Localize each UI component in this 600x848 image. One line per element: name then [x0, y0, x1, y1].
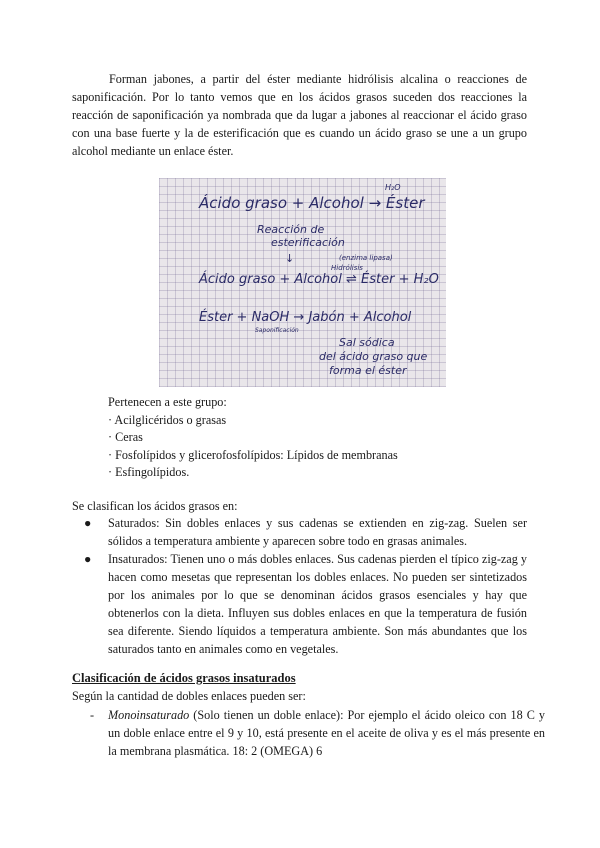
- list-item-text: Insaturados: Tienen uno o más dobles enlaces. Sus cadenas pierden el típico zig-zag y hacen como mesetas que representan los dobles enlaces. No pueden ser sintetizados por los animales por lo que se denominan ácidos grasos esenciales y hay que obtenerlos con la dieta. Influyen sus dobles enlaces en que la temperatura de fusión sea diferente. Siendo líquidos a temperatura ambiente. Son más abundantes que los saturados tanto en animales como en vegetales.: [108, 552, 527, 656]
- group-item: · Ceras: [108, 430, 143, 444]
- enzyme-note: (enzima lipasa): [339, 254, 393, 262]
- group-item: · Acilglicéridos o grasas: [108, 412, 227, 427]
- section-heading: Clasificación de ácidos grasos insaturados: [72, 671, 296, 685]
- handwritten-notes-photo: [159, 178, 446, 387]
- saponification-label: Saponificación: [255, 327, 299, 334]
- group-item: · Esfingolípidos.: [108, 465, 190, 479]
- esterification-label: esterificación: [271, 236, 345, 249]
- list-item-unsaturated: [84, 550, 527, 658]
- monounsaturated-item: [90, 706, 545, 760]
- down-arrow: ↓: [285, 252, 295, 265]
- result-line-1: Sal sódica: [339, 336, 395, 349]
- saponification-equation: Éster + NaOH → Jabón + Alcohol: [199, 310, 412, 325]
- list-item-saturated: [84, 514, 527, 550]
- hydrolysis-equation: Ácido graso + Alcohol ⇌ Éster + H₂O: [199, 272, 439, 287]
- hydrolysis-note: Hidrólisis: [331, 264, 363, 272]
- group-heading: Pertenecen a este grupo:: [108, 395, 227, 409]
- water-label: H₂O: [385, 183, 401, 192]
- result-line-3: forma el éster: [329, 364, 407, 377]
- dash-marker: -: [90, 708, 95, 722]
- result-line-2: del ácido graso que: [319, 350, 428, 363]
- group-item: · Fosfolípidos y glicerofosfolípidos: Lípidos de membranas: [108, 447, 398, 462]
- bullet-icon: ●: [84, 516, 92, 530]
- item-text: (Solo tienen un doble enlace): Por ejemplo el ácido oleico con 18 C y un doble enlace entre el 9 y 10, está presente en el aceite de oliva y es el más presente en la membrana plasmática. 18: 2 (OMEGA) 6: [108, 708, 545, 758]
- bullet-icon: ●: [84, 552, 92, 566]
- esterification-equation: Ácido graso + Alcohol → Éster: [199, 194, 425, 212]
- fatty-acid-types-list: [84, 514, 527, 658]
- reaction-label: Reacción de: [257, 223, 325, 236]
- classify-heading: Se clasifican los ácidos grasos en:: [72, 499, 238, 513]
- group-list: [108, 394, 398, 482]
- intro-paragraph: Forman jabones, a partir del éster mediante hidrólisis alcalina o reacciones de saponificación. Por lo tanto vemos que en los ácidos grasos suceden dos reacciones la reacción de saponificación ya nombrada que da lugar a jabones al reaccionar el ácido graso con una base fuerte y la de esterificación que es cuando un ácido graso se une a un grupo alcohol mediante un enlace éster.: [72, 72, 527, 158]
- section-subtitle: Según la cantidad de dobles enlaces pueden ser:: [72, 689, 306, 703]
- list-item-text: Saturados: Sin dobles enlaces y sus cadenas se extienden en zig-zag. Suelen ser sólidos a temperatura ambiente y aparecen sobre todo en grasas animales.: [108, 516, 527, 548]
- item-term: Monoinsaturado: [108, 708, 190, 722]
